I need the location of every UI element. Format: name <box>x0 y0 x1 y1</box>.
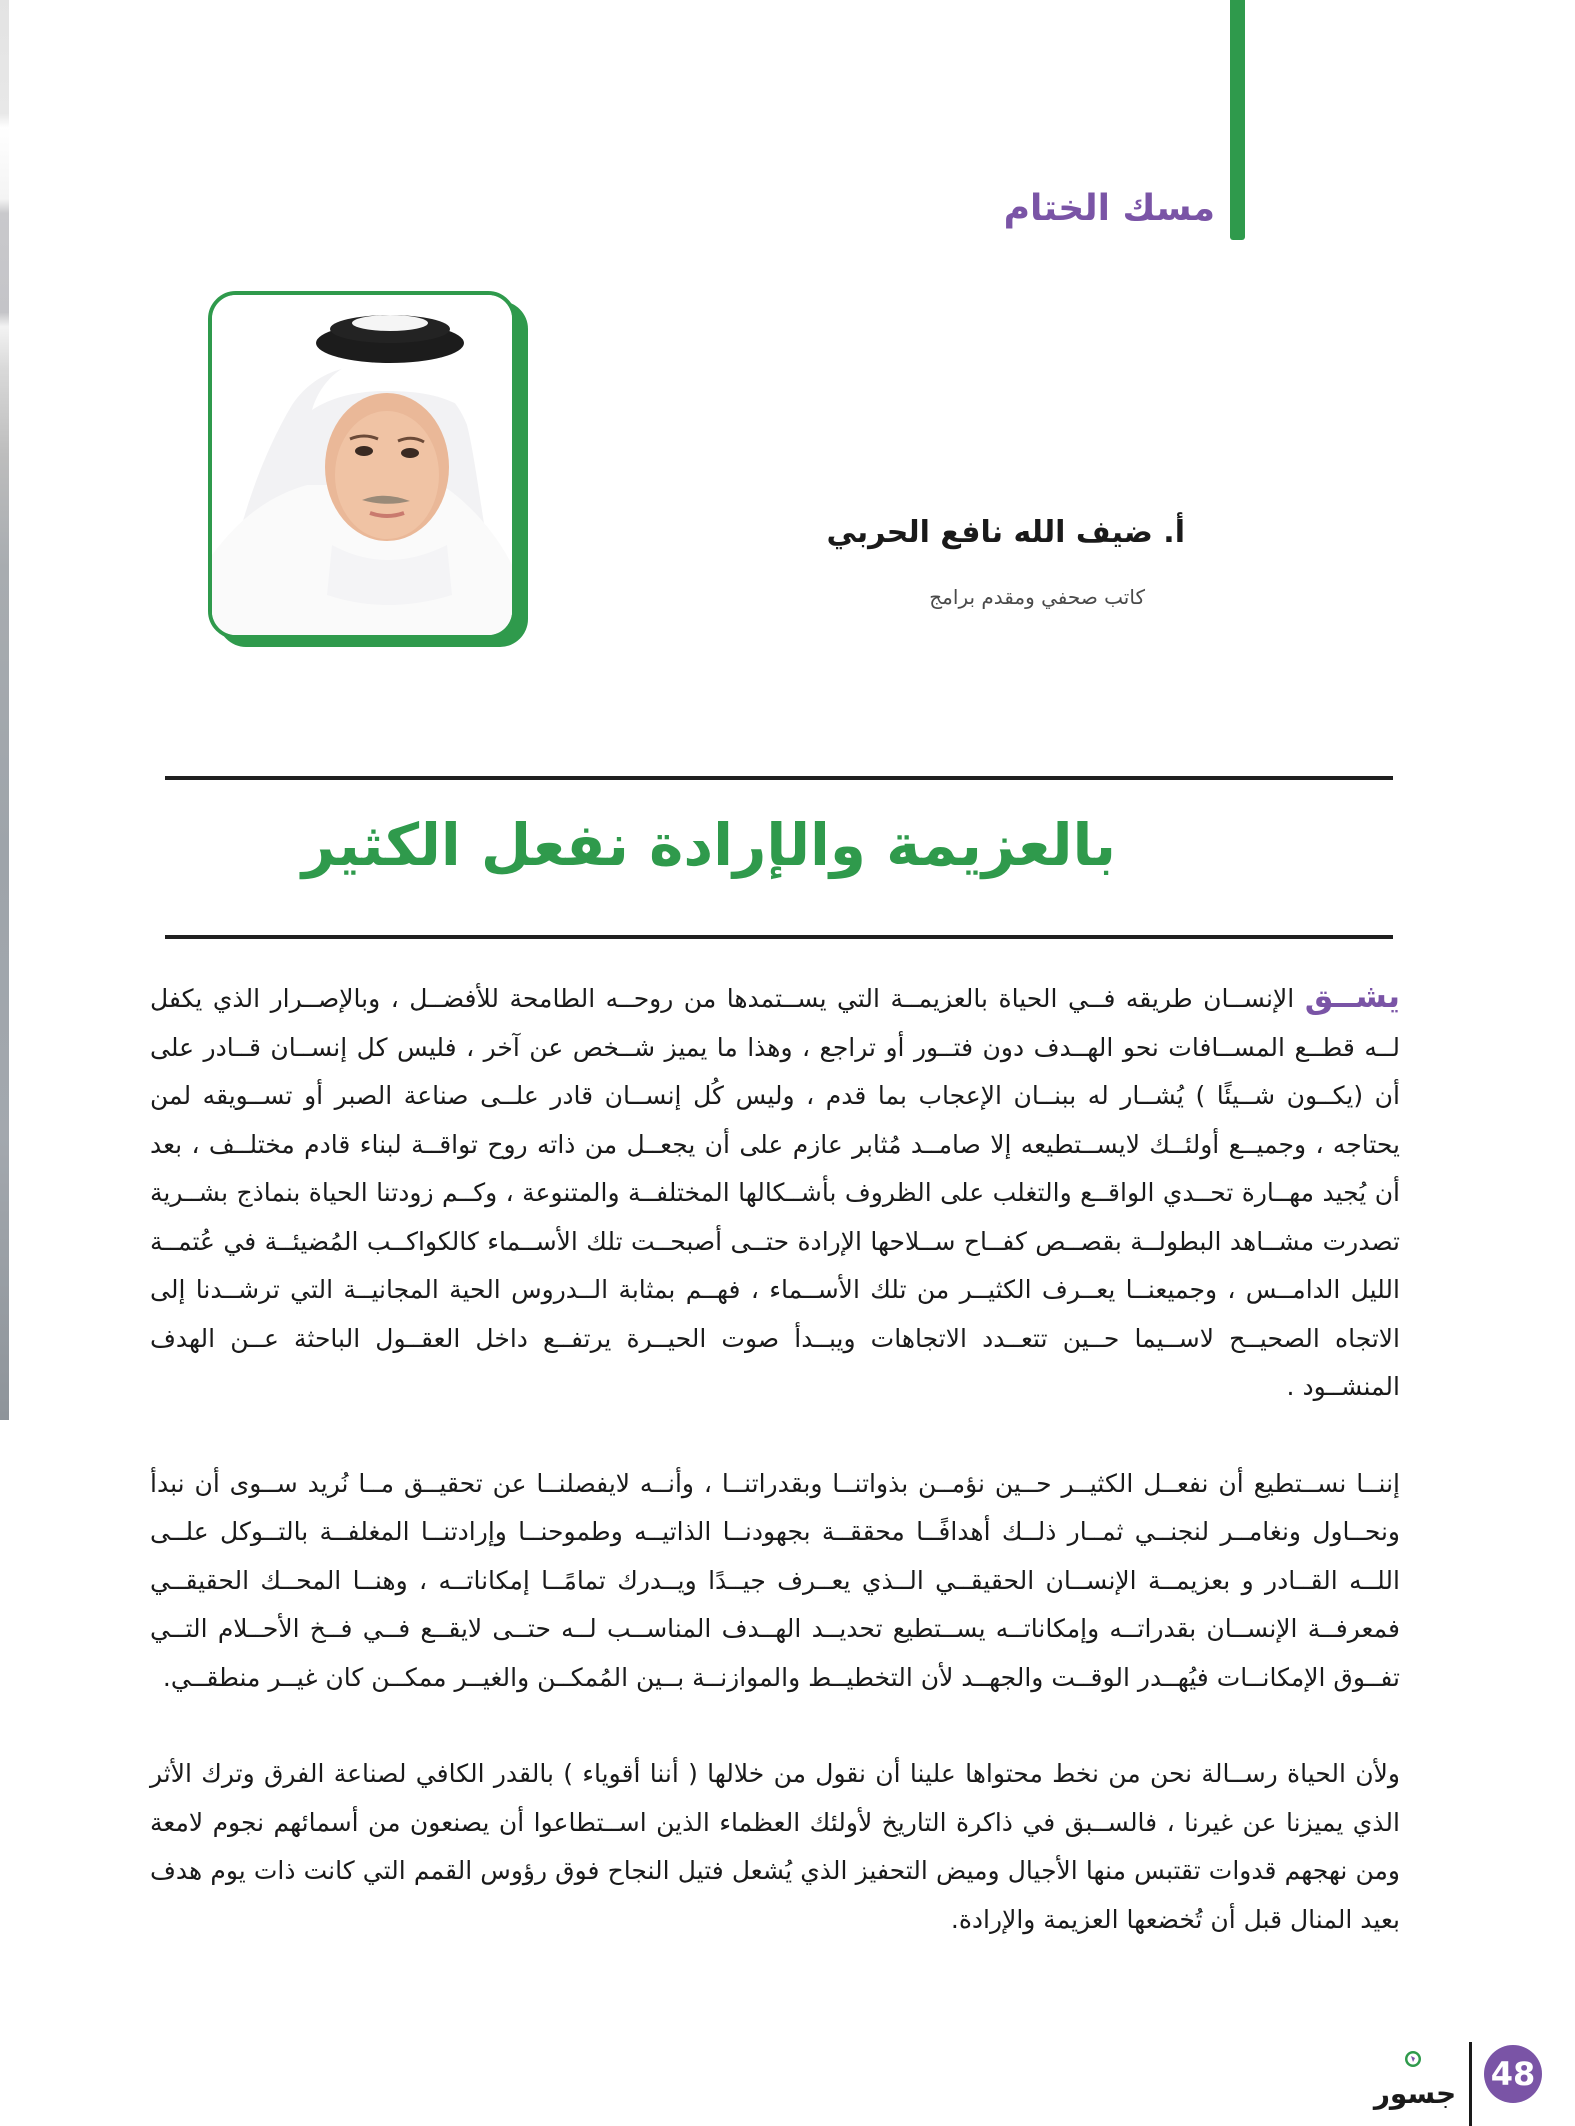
magazine-logo <box>1370 2050 1460 2110</box>
author-name: أ. ضيف الله نافع الحربي <box>826 515 1185 550</box>
author-photo <box>208 291 516 639</box>
section-accent-bar <box>1230 0 1245 240</box>
page-number-badge <box>1484 2045 1542 2103</box>
portrait-icon <box>212 295 512 635</box>
article-paragraph: إننــا نســتطيع أن نفعــل الكثيــر حــين نؤمــن بذواتنــا وبقدراتنــا ، وأنــه لايفصلنــا عن تحقيــق مــا نُريد ســوى أن نبدأ ونحــاول ونغامــر لنجنــي ثمــار ذلــك أهدافًــا محققــة بجهودنــا الذاتيــه وطموحنــا وإرادتنــا المغلفــة بالتــوكل علــى اللــه القــادر و بعزيمــة الإنســان الحقيقــي الــذي يعــرف جيــدًا ويــدرك تمامًــا إمكاناتــه ، وهنــا المحــك الحقيقــي فمعرفــة الإنســان بقدراتــه وإمكاناتــه يســتطيع تحديــد الهــدف المناســب لــه حتــى لايقــع فــي فــخ الأحــلام التــي تفــوق الإمكانــات فيُهــدر الوقــت والجهــد لأن التخطيــط والموازنــة بــين المُمكــن والغيــر ممكــن كان غيــر منطقــي. <box>150 1468 1400 1692</box>
magazine-logo-text: جسور <box>1373 2077 1457 2110</box>
article-paragraph <box>150 972 1400 1412</box>
author-photo-frame <box>208 291 518 641</box>
footer-divider <box>1469 2042 1472 2126</box>
paragraph-text: الإنســان طريقه فــي الحياة بالعزيمــة التي يســتمدها من روحــه الطامحة للأفضــل ، وبالإصــرار الذي يكفل لــه قطــع المســافات نحو الهــدف دون فتــور أو تراجع ، وهذا ما يميز شــخص عن آخر ، فليس كل إنســان قــادر على أن (يكــون شــيئًا ) يُشــار له ببنــان الإعجاب بما قدم ، وليس كُل إنســان قادر علــى صناعة الصبر أو تســويقه لمن يحتاجه ، وجميــع أولئــك لايســتطيعه إلا صامــد مُثابر عازم على أن يجعــل من ذاته روح تواقــة لبناء قادم مختلــف ، بعد أن يُجيد مهــارة تحــدي الواقــع والتغلب على الظروف بأشــكالها المختلفــة والمتنوعة ، وكــم زودتنا الحياة بنماذج بشــرية تصدرت مشــاهد البطولــة بقصــص كفــاح ســلاحها الإرادة حتــى أصبحــت تلك الأســماء كالكواكــب المُضيئــة في عُتمــة الليل الدامــس ، وجميعنــا يعــرف الكثيــر من تلك الأســماء ، فهــم بمثابة الــدروس الحية المجانيــة التي ترشــدنا إلى الاتجاه الصحيــح لاســيما حــين تتعــدد الاتجاهات ويبــدأ صوت الحيــرة يرتفــع داخل العقــول الباحثة عــن الهدف المنشــود . <box>150 984 1400 1401</box>
section-title: مسك الختام <box>1003 188 1215 229</box>
page-number: 48 <box>1490 2055 1536 2093</box>
headline-text: بالعزيمة والإرادة نفعل الكثير <box>301 811 1117 879</box>
article-body <box>150 972 1400 1992</box>
adjacent-page-edge <box>0 0 9 1420</box>
author-role: كاتب صحفي ومقدم برامج <box>929 585 1145 609</box>
headline-bottom-rule <box>165 935 1393 939</box>
article-paragraph: ولأن الحياة رســالة نحن من نخط محتواها علينا أن نقول من خلالها ( أننا أقوياء ) بالقدر الكافي لصناعة الفرق وترك الأثر الذي يميزنا عن غيرنا ، فالســبق في ذاكرة التاريخ لأولئك العظماء الذين اســتطاعوا أن يصنعون من أسمائهم نجوم لامعة ومن نهجهم قدوات تقتبس منها الأجيال وميض التحفيز الذي يُشعل فتيل النجاح فوق رؤوس القمم التي كانت ذات يوم هدف بعيد المنال قبل أن تُخضعها العزيمة والإرادة. <box>150 1759 1400 1934</box>
dropcap-word: يشــق <box>1304 977 1400 1015</box>
headline-top-rule <box>165 776 1393 780</box>
article-headline <box>165 800 1393 890</box>
globe-icon <box>1404 2050 1422 2068</box>
